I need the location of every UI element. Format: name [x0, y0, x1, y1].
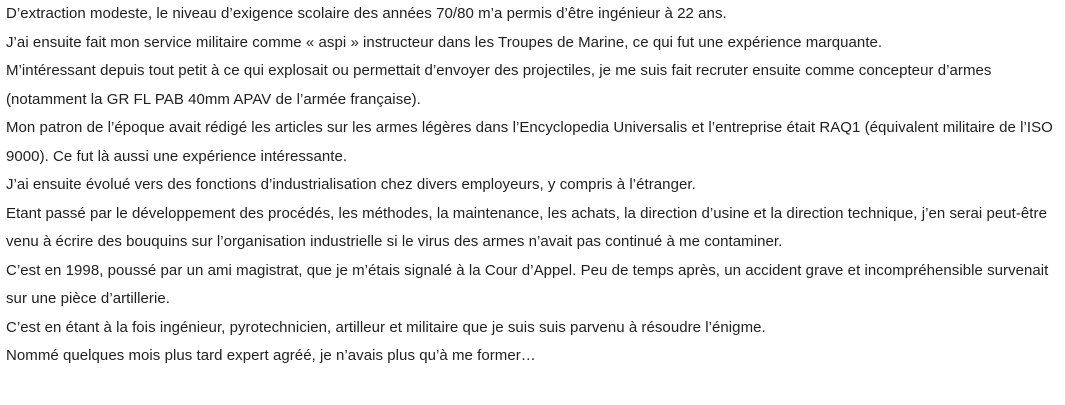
paragraph-cour-appel: C’est en 1998, poussé par un ami magistrat, que je m’étais signalé à la Cour d’Appel. Peu de temps après, un accident grave et incompréhensible survenait sur une pièce d’artillerie.	[6, 261, 1049, 307]
paragraph-industrialisation: J’ai ensuite évolué vers des fonctions d’industrialisation chez divers employeurs, y compris à l’étranger.	[6, 176, 696, 193]
paragraph-developpement: Etant passé par le développement des procédés, les méthodes, la maintenance, les achats, la direction d’usine et la direction technique, j’en serai peut-être venu à écrire des bouquins sur l’organisation industrielle si le virus des armes n’avait pas continué à me contaminer.	[6, 204, 1047, 250]
paragraph-enigme: C’est en étant à la fois ingénieur, pyrotechnicien, artilleur et militaire que je suis suis parvenu à résoudre l’énigme.	[6, 318, 766, 336]
paragraph-patron: Mon patron de l’époque avait rédigé les articles sur les armes légères dans l’Encyclopedia Universalis et l’entreprise était RAQ1 (équivalent militaire de l’ISO 9000). Ce fut là aussi une expérience intéressante.	[6, 119, 1053, 165]
paragraph-concepteur-armes: M’intéressant depuis tout petit à ce qui explosait ou permettait d’envoyer des projectiles, je me suis fait recruter ensuite comme concepteur d’armes (notamment la GR FL PAB 40mm APAV de l’armée française).	[6, 62, 992, 108]
paragraph-extraction: D’extraction modeste, le niveau d’exigence scolaire des années 70/80 m’a permis d’être ingénieur à 22 ans.	[6, 5, 727, 22]
paragraph-expert-agree: Nommé quelques mois plus tard expert agréé, je n’avais plus qu’à me former…	[6, 347, 536, 364]
paragraph-service-militaire: J’ai ensuite fait mon service militaire comme « aspi » instructeur dans les Troupes de Marine, ce qui fut une expérience marquante.	[6, 33, 883, 51]
article-body	[6, 0, 1056, 371]
